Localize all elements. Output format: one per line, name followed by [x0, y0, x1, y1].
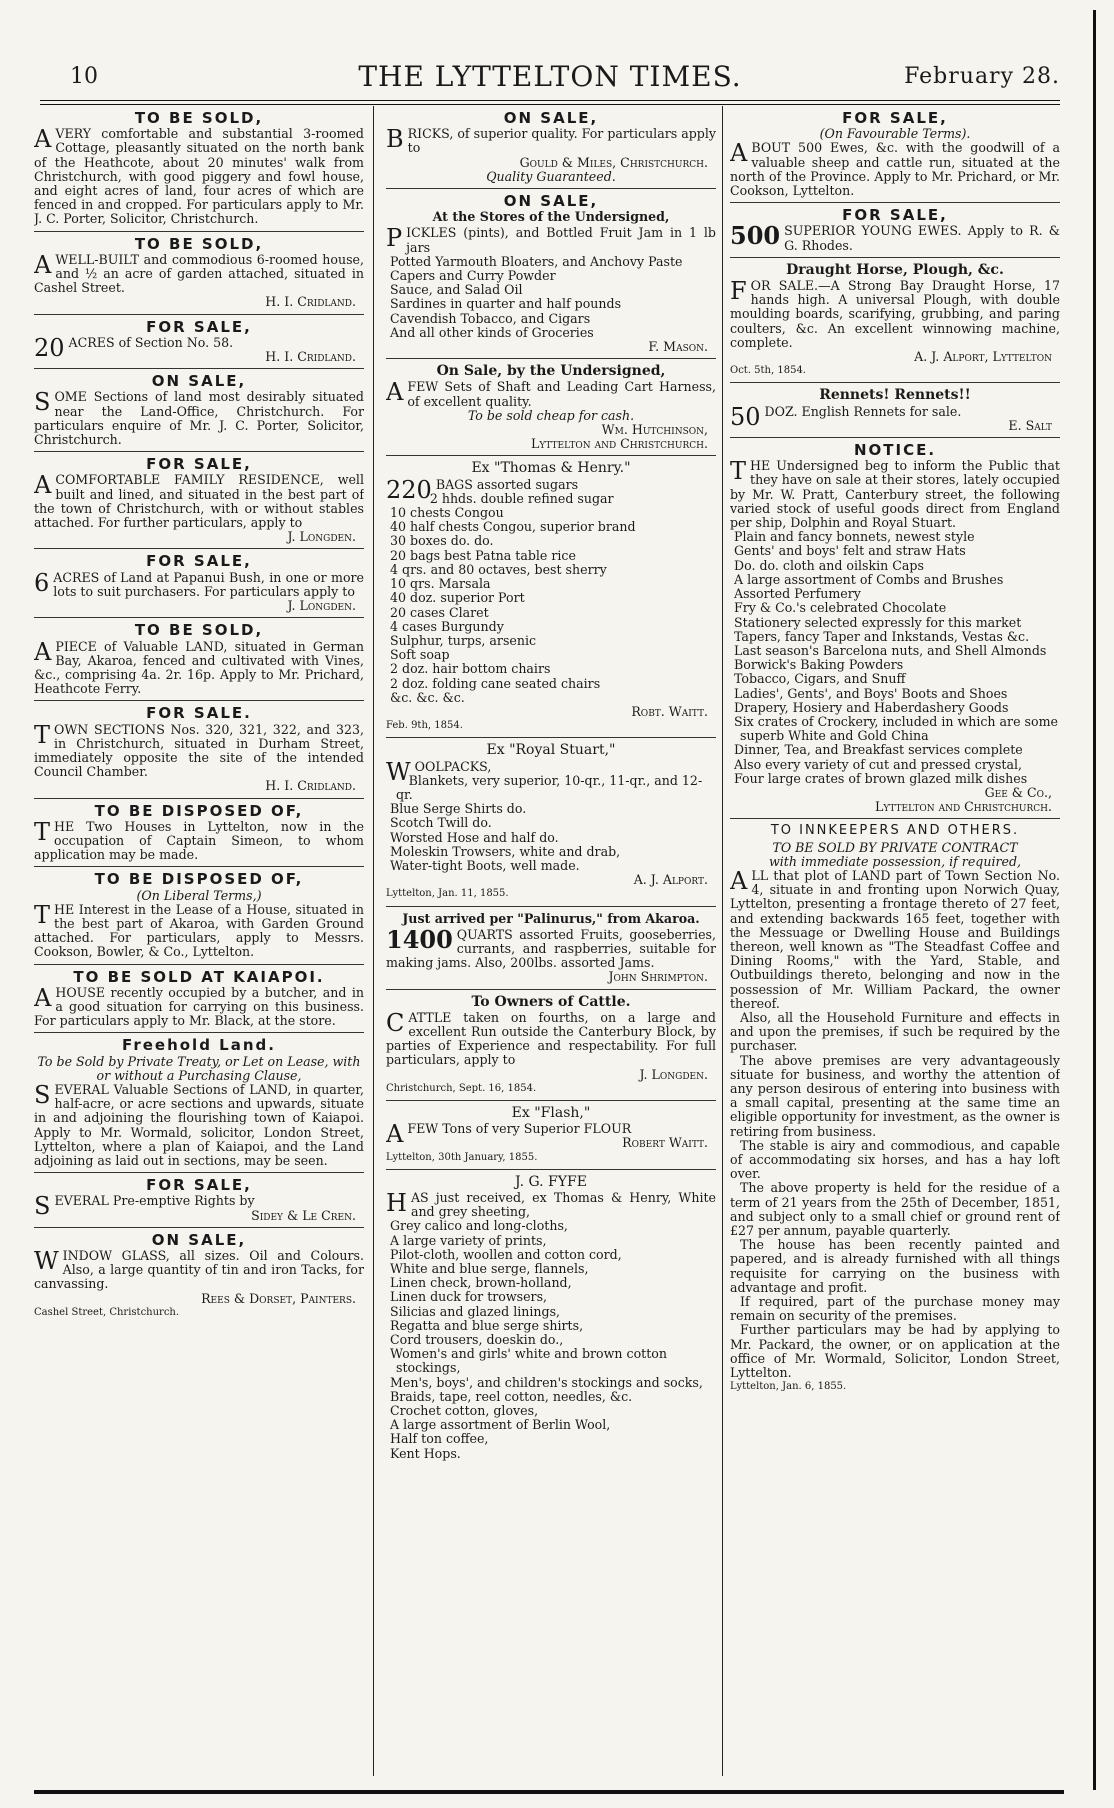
- ad-signature: Sidey & Le Cren.: [251, 1207, 356, 1223]
- ad-signature: H. I. Cridland.: [265, 778, 356, 794]
- column-3: [730, 106, 1060, 1776]
- list-item: 40 half chests Congou, superior brand: [390, 519, 636, 535]
- drop-cap: A: [386, 1120, 404, 1149]
- list-item: Sardines in quarter and half pounds: [390, 296, 622, 312]
- ad-harness: [386, 359, 716, 456]
- ad-subtitle-terms: with immediate possession, if required,: [768, 853, 1022, 869]
- drop-cap: T: [34, 720, 51, 749]
- ad-signature: J. Longden.: [287, 598, 356, 614]
- ad-paragraph: [34, 127, 364, 226]
- list-item: A large variety of prints,: [390, 1232, 547, 1248]
- ad-innkeepers: [730, 819, 1060, 1398]
- ad-body: OOLPACKS,: [414, 758, 492, 774]
- paragraph-text: Also, all the Household Furniture and effects in and upon the premises, if such be required by the purchaser.: [730, 1009, 1060, 1054]
- item-list: [386, 774, 716, 873]
- list-item: Ladies', Gents', and Boys' Boots and Shoes: [734, 685, 1008, 701]
- advertisement: [34, 106, 364, 232]
- list-item: Plain and fancy bonnets, newest style: [734, 529, 975, 545]
- ad-heading: Freehold Land.: [122, 1036, 276, 1055]
- ad-cattle: [386, 990, 716, 1101]
- list-item: Sauce, and Salad Oil: [390, 282, 523, 298]
- ad-subtitle: (On Favourable Terms).: [819, 126, 971, 142]
- ad-paragraph: [34, 720, 364, 780]
- ad-tagline: To be sold cheap for cash.: [467, 407, 635, 423]
- newspaper-title: THE LYTTELTON TIMES.: [358, 60, 742, 93]
- ad-heading: TO INNKEEPERS AND OTHERS.: [770, 823, 1020, 839]
- ad-fruits: [386, 907, 716, 990]
- ad-signature: F. Mason.: [648, 339, 708, 355]
- drop-cap: S: [34, 388, 51, 417]
- drop-cap: A: [34, 471, 52, 500]
- ad-body: HE Undersigned beg to inform the Public that they have on sale at their stores, lately occupied by Mr. W. Pratt, Canterbury street, the following varied stock of useful goods direct from England per ship, Dolphin and Royal Stuart.: [730, 458, 1060, 531]
- ad-signature: John Shrimpton.: [608, 969, 708, 985]
- list-item: Four large crates of brown glazed milk dishes: [734, 770, 1028, 786]
- ad-paragraph: [34, 250, 364, 296]
- ad-body: COMFORTABLE FAMILY RESIDENCE, well built and lined, and situated in the best part of the town of Christchurch, with or without stables attached. For further particulars, apply to: [34, 472, 364, 531]
- list-item: Men's, boys', and children's stockings and socks,: [390, 1374, 703, 1390]
- drop-cap: 500: [730, 221, 781, 251]
- advertisement: [34, 618, 364, 701]
- drop-cap: A: [34, 125, 52, 154]
- ad-heading: TO BE SOLD,: [134, 621, 264, 640]
- drop-cap: 220: [386, 475, 432, 504]
- ad-heading: ON SALE,: [503, 109, 599, 127]
- ad-heading: TO BE SOLD,: [134, 234, 264, 253]
- ad-signature: Robert Waitt.: [622, 1135, 708, 1151]
- ad-heading: FOR SALE,: [146, 1176, 252, 1195]
- item-list: [730, 530, 1060, 786]
- list-item: Pilot-cloth, woollen and cotton cord,: [390, 1246, 622, 1262]
- ad-heading: To Owners of Cattle.: [471, 993, 631, 1010]
- list-item: Regatta and blue serge shirts,: [390, 1317, 584, 1333]
- ad-signature: Gould & Miles, Christchurch.: [519, 154, 708, 170]
- advertisement: [34, 1173, 364, 1228]
- ad-dateline: Lyttelton, Jan. 11, 1855.: [386, 888, 509, 900]
- list-item: Stationery selected expressly for this market: [734, 614, 1022, 630]
- ad-body: HE Two Houses in Lyttelton, now in the occupation of Captain Simeon, to whom application may be made.: [34, 818, 364, 863]
- ad-heading: ON SALE,: [151, 372, 247, 391]
- column-rule: [722, 106, 723, 1776]
- list-item: Assorted Perfumery: [734, 586, 861, 602]
- list-item: Kent Hops.: [390, 1445, 461, 1461]
- ad-paragraph: [34, 983, 364, 1029]
- ad-body: ATTLE taken on fourths, on a large and excellent Run outside the Canterbury Block, by parties of Experience and respectability. For full particulars, apply to: [386, 1009, 716, 1068]
- drop-cap: 6: [34, 568, 50, 597]
- list-item: &c. &c. &c.: [390, 689, 465, 705]
- list-item: A large assortment of Combs and Brushes: [734, 571, 1004, 587]
- list-item: Worsted Hose and half do.: [390, 829, 559, 845]
- list-item: Also every variety of cut and pressed crystal,: [734, 756, 1023, 772]
- ad-dateline: Lyttelton, Jan. 6, 1855.: [730, 1381, 847, 1393]
- ad-paragraph: [730, 1323, 1060, 1380]
- ad-subtitle: TO BE SOLD BY PRIVATE CONTRACT: [772, 839, 1018, 855]
- list-item: 10 chests Congou: [390, 505, 504, 521]
- header-rule: [40, 100, 1060, 105]
- advertisement: [34, 1033, 364, 1173]
- drop-cap: A: [386, 378, 404, 407]
- page-edge-rule: [1093, 10, 1096, 1790]
- drop-cap: A: [34, 637, 52, 666]
- list-item: Blue Serge Shirts do.: [390, 801, 527, 817]
- ad-bricks: [386, 106, 716, 189]
- list-item: White and blue serge, flannels,: [390, 1261, 589, 1277]
- list-item: 2 doz. folding cane seated chairs: [390, 675, 601, 691]
- list-item: Tobacco, Cigars, and Snuff: [734, 671, 906, 687]
- ad-body: ICKLES (pints), and Bottled Fruit Jam in 1 lb jars: [406, 225, 716, 255]
- paragraph-text: If required, part of the purchase money may remain on security of the premises.: [730, 1294, 1060, 1324]
- ad-heading: Just arrived per "Palinurus," from Akaroa.: [402, 910, 700, 926]
- list-item: A large assortment of Berlin Wool,: [390, 1417, 611, 1433]
- drop-cap: P: [386, 224, 403, 253]
- list-item: Borwick's Baking Powders: [734, 657, 904, 673]
- ad-paragraph: [34, 473, 364, 530]
- drop-cap: B: [386, 125, 404, 154]
- ad-paragraph: [34, 817, 364, 863]
- list-item: Last season's Barcelona nuts, and Shell Almonds: [734, 642, 1047, 658]
- item-list: [386, 255, 716, 340]
- column-2: [386, 106, 716, 1776]
- advertisement: [34, 452, 364, 549]
- paragraph-text: The above premises are very advantageously situate for business, and worthy the attention of any person desirous of entering into business with a small capital, presenting at the same time an eligible opportunity for investment, as the owner is retiring from business.: [730, 1052, 1060, 1139]
- drop-cap: A: [730, 866, 748, 895]
- ad-heading: FOR SALE,: [146, 455, 252, 474]
- ad-paragraph: [34, 637, 364, 697]
- ad-body: PIECE of Valuable LAND, situated in German Bay, Akaroa, fenced and cultivated with Vines, &c., comprising 4a. 2r. 16p. Apply to Mr. Prichard, Heathcote Ferry.: [34, 638, 364, 697]
- ad-heading: FOR SALE,: [146, 552, 252, 571]
- list-item: 4 cases Burgundy: [390, 618, 504, 634]
- ad-heading: TO BE SOLD AT KAIAPOI.: [73, 967, 325, 986]
- issue-date: February 28.: [904, 64, 1060, 89]
- column-rule: [373, 106, 374, 1776]
- list-item: Women's and girls' white and brown cotton stockings,: [390, 1346, 667, 1376]
- ad-paragraph: [730, 1011, 1060, 1054]
- list-item: Braids, tape, reel cotton, needles, &c.: [390, 1388, 633, 1404]
- ad-paragraph: [730, 866, 1060, 1011]
- list-item: Drapery, Hosiery and Haberdashery Goods: [734, 699, 1009, 715]
- ad-paragraph: [730, 1139, 1060, 1182]
- drop-cap: F: [730, 277, 747, 306]
- ad-heading: ON SALE,: [151, 1230, 247, 1249]
- advertisement: [34, 315, 364, 370]
- ad-dateline: Christchurch, Sept. 16, 1854.: [386, 1082, 537, 1094]
- paragraph-text: The house has been recently painted and papered, and is already furnished with all things requisite for carrying on the business with advantage and profit.: [730, 1237, 1060, 1295]
- ad-signature: E. Salt: [1008, 417, 1052, 433]
- advertisement: [34, 965, 364, 1034]
- list-item: Grey calico and long-cloths,: [390, 1218, 568, 1234]
- drop-cap: 50: [730, 402, 761, 431]
- list-item: 20 cases Claret: [390, 604, 489, 620]
- ad-signature-place: Lyttelton and Christchurch.: [875, 799, 1052, 815]
- ad-signature: Wm. Hutchinson,: [601, 422, 708, 438]
- ad-body: WELL-BUILT and commodious 6-roomed house, and ½ an acre of garden attached, situated in Cashel Street.: [34, 251, 364, 296]
- list-item: 10 qrs. Marsala: [390, 576, 491, 592]
- list-item: And all other kinds of Groceries: [390, 324, 594, 340]
- list-item: Six crates of Crockery, included in which are some superb White and Gold China: [734, 713, 1058, 744]
- ad-paragraph: [34, 1080, 364, 1168]
- advertisement: [34, 549, 364, 618]
- drop-cap: H: [386, 1189, 407, 1218]
- list-item: 30 boxes do. do.: [390, 533, 494, 549]
- ad-body: HE Interest in the Lease of a House, situated in the best part of Akaroa, with Garden Ground attached. For particulars, apply to Messrs. Cookson, Bowler, & Co., Lyttelton.: [34, 901, 364, 960]
- ad-paragraph: [730, 1054, 1060, 1139]
- ad-paragraph: [34, 390, 364, 447]
- ad-signature: J. Longden.: [639, 1066, 708, 1082]
- ad-subtitle: (On Liberal Terms,): [136, 887, 262, 903]
- list-item: Crochet cotton, gloves,: [390, 1403, 539, 1419]
- advertisement: [34, 1228, 364, 1324]
- advertisement: [34, 799, 364, 868]
- paragraph-text: LL that plot of LAND part of Town Section No. 4, situate in and fronting upon Norwich Quay, Lyttelton, presenting a frontage thereto of 27 feet, and extending backwards 165 feet, together with the Messuage or Dwelling House and Buildings thereon, well known as "The Steadfast Coffee and Dining Rooms," with the Yard, Stable, and Outbuildings thereto, belonging and now in the possession of Mr. William Packard, the owner thereof.: [730, 867, 1060, 1011]
- list-item: Half ton coffee,: [390, 1431, 489, 1447]
- ad-paragraph: [34, 1249, 364, 1292]
- list-item: Gents' and boys' felt and straw Hats: [734, 543, 966, 559]
- list-item: 4 qrs. and 80 octaves, best sherry: [390, 561, 607, 577]
- ad-dateline: Oct. 5th, 1854.: [730, 365, 806, 377]
- ad-signature: A. J. Alport.: [633, 872, 708, 888]
- ad-body: DOZ. English Rennets for sale.: [764, 403, 962, 419]
- ad-heading: TO BE DISPOSED OF,: [94, 801, 304, 820]
- ad-paragraph: [34, 568, 364, 599]
- ad-heading: Ex "Thomas & Henry.": [471, 460, 631, 477]
- ad-body: FEW Tons of very Superior FLOUR: [407, 1121, 632, 1137]
- paragraph-text: The above property is held for the residue of a term of 21 years from the 25th of December, 1851, and subject only to a small chief or ground rent of £27 per annum, payable quarterly.: [730, 1180, 1060, 1239]
- list-item: 2 hhds. double refined sugar: [429, 490, 614, 506]
- drop-cap: A: [730, 139, 748, 168]
- drop-cap: A: [34, 250, 52, 279]
- item-list: [386, 492, 716, 705]
- paragraph-text: The stable is airy and commodious, and capable of accommodating six horses, and has a hay loft over.: [730, 1137, 1060, 1182]
- column-1: [34, 106, 364, 1776]
- list-item: Scotch Twill do.: [390, 815, 492, 831]
- ad-body: QUARTS assorted Fruits, gooseberries, currants, and raspberries, suitable for making jams. Also, 200lbs. assorted Jams.: [386, 926, 716, 971]
- list-item: Fry & Co.'s celebrated Chocolate: [734, 600, 947, 616]
- advertisement: [34, 232, 364, 315]
- ad-dateline: Lyttelton, 30th January, 1855.: [386, 1151, 538, 1163]
- drop-cap: S: [34, 1192, 51, 1221]
- ad-body: INDOW GLASS, all sizes. Oil and Colours. Also, a large quantity of tin and iron Tacks, for canvassing.: [34, 1248, 364, 1292]
- ad-heading: ON SALE,: [503, 192, 599, 211]
- ad-signature: H. I. Cridland.: [265, 349, 356, 365]
- ad-body: EVERAL Valuable Sections of LAND, in quarter, half-acre, or acre sections and upwards, situate in and adjoining the flourishing town of Kaiapoi. Apply to Mr. Wormald, solicitor, London Street, Lyttelton, where a plan of Kaiapoi, and the Land adjoining as laid out in sections, may be seen.: [34, 1081, 364, 1168]
- drop-cap: W: [386, 757, 411, 786]
- drop-cap: 1400: [386, 924, 453, 954]
- list-item: Tapers, fancy Taper and Inkstands, Vestas &c.: [734, 628, 1030, 644]
- advertisement: [34, 867, 364, 964]
- advertisement: [34, 369, 364, 452]
- drop-cap: S: [34, 1080, 51, 1109]
- list-item: Linen duck for trowsers,: [390, 1289, 548, 1305]
- drop-cap: T: [730, 457, 747, 486]
- ad-signature: Robt. Waitt.: [631, 703, 708, 719]
- drop-cap: W: [34, 1247, 59, 1276]
- ad-subtitle: At the Stores of the Undersigned,: [432, 209, 670, 225]
- ad-heading: FOR SALE,: [146, 317, 252, 336]
- ad-body: OME Sections of land most desirably situated near the Land-Office, Christchurch. For particulars enquire of Mr. J. C. Porter, Solicitor, Christchurch.: [34, 389, 364, 448]
- ad-young-ewes: [730, 203, 1060, 258]
- ad-heading: NOTICE.: [853, 441, 937, 460]
- ad-heading: J. G. FYFE: [515, 1173, 587, 1190]
- drop-cap: A: [34, 983, 52, 1012]
- ad-body: FEW Sets of Shaft and Leading Cart Harness, of excellent quality.: [407, 379, 716, 409]
- drop-cap: T: [34, 900, 51, 929]
- page-number: 10: [70, 64, 98, 89]
- list-item: Soft soap: [390, 647, 450, 663]
- list-item: Linen check, brown-holland,: [390, 1275, 572, 1291]
- ad-dateline: Cashel Street, Christchurch.: [34, 1306, 180, 1318]
- ad-signature: Rees & Dorset, Painters.: [201, 1290, 356, 1306]
- ad-pickles: [386, 189, 716, 359]
- ad-paragraph: [730, 1238, 1060, 1295]
- bottom-rule: [34, 1790, 1064, 1794]
- list-item: Potted Yarmouth Bloaters, and Anchovy Paste: [390, 253, 683, 269]
- ad-heading: TO BE SOLD,: [134, 109, 264, 127]
- ad-body: ACRES of Land at Papanui Bush, in one or more lots to suit purchasers. For particulars apply to: [53, 569, 364, 599]
- ad-signature: J. Longden.: [287, 529, 356, 545]
- ad-body: OR SALE.—A Strong Bay Draught Horse, 17 hands high. A universal Plough, with double moulding boards, scarifying, grubbing, and paring coulters, &c. An excellent winnowing machine, complete.: [730, 278, 1060, 350]
- ad-heading: Ex "Royal Stuart,": [486, 742, 616, 759]
- ad-signature: H. I. Cridland.: [265, 294, 356, 310]
- list-item: Dinner, Tea, and Breakfast services complete: [734, 742, 1023, 758]
- list-item: Sulphur, turps, arsenic: [390, 632, 537, 648]
- ad-ewes: [730, 106, 1060, 203]
- ad-royal-stuart: [386, 738, 716, 906]
- ad-rennets: [730, 383, 1060, 438]
- ad-heading: FOR SALE,: [842, 109, 948, 127]
- ad-paragraph: [730, 1295, 1060, 1323]
- list-item: 2 doz. hair bottom chairs: [390, 661, 551, 677]
- list-item: Water-tight Boots, well made.: [390, 857, 580, 873]
- ad-dateline: Feb. 9th, 1854.: [386, 720, 463, 732]
- ad-body: BOUT 500 Ewes, &c. with the goodwill of a valuable sheep and cattle run, situated at the north of the Province. Apply to Mr. Prichard, or Mr. Cookson, Lyttelton.: [730, 140, 1060, 199]
- ad-fyfe: [386, 1170, 716, 1465]
- ad-flash: [386, 1101, 716, 1170]
- list-item: Cord trousers, doeskin do.,: [390, 1332, 564, 1348]
- ad-draught-horse: [730, 258, 1060, 384]
- ad-body: HOUSE recently occupied by a butcher, and in a good situation for carrying on this business. For particulars apply to Mr. Black, at the store.: [34, 984, 364, 1029]
- ad-body: AS just received, ex Thomas & Henry, White and grey sheeting,: [410, 1190, 716, 1220]
- ad-heading: FOR SALE,: [842, 206, 948, 225]
- list-item: Silicias and glazed linings,: [390, 1303, 561, 1319]
- ad-subtitle: To be Sold by Private Treaty, or Let on Lease, with or without a Purchasing Clause,: [37, 1053, 361, 1083]
- paragraph-text: Further particulars may be had by applying to Mr. Packard, the owner, or on application at the office of Mr. Wormald, Solicitor, London Street, Lyttelton.: [730, 1322, 1060, 1381]
- ad-heading: Rennets! Rennets!!: [819, 387, 971, 404]
- ad-signature: Gee & Co.,: [984, 784, 1052, 800]
- ad-tagline: Quality Guaranteed.: [486, 168, 616, 184]
- list-item: 40 doz. superior Port: [390, 590, 525, 606]
- ad-body: ACRES of Section No. 58.: [68, 334, 234, 350]
- ad-thomas-henry: [386, 456, 716, 738]
- drop-cap: C: [386, 1008, 405, 1037]
- ad-body: EVERAL Pre-emptive Rights by: [54, 1193, 255, 1209]
- ad-body: BAGS assorted sugars: [435, 476, 579, 492]
- list-item: Capers and Curry Powder: [390, 268, 556, 284]
- masthead: [40, 52, 1060, 100]
- ad-body: [730, 866, 1060, 1381]
- ad-body: OWN SECTIONS Nos. 320, 321, 322, and 323, in Christchurch, situated in Durham Street, immediately opposite the site of the intended Council Chamber.: [34, 721, 364, 780]
- advertisement: [34, 701, 364, 798]
- list-item: Do. do. cloth and oilskin Caps: [734, 557, 924, 573]
- ad-paragraph: [34, 900, 364, 960]
- item-list: [386, 1219, 716, 1460]
- ad-body: RICKS, of superior quality. For particulars apply to: [407, 126, 716, 156]
- ad-signature-place: Lyttelton and Christchurch.: [531, 436, 708, 452]
- ad-heading: Draught Horse, Plough, &c.: [786, 261, 1004, 278]
- drop-cap: 20: [34, 333, 65, 362]
- ad-body: VERY comfortable and substantial 3-roomed Cottage, pleasantly situated on the north bank of the Heathcote, about 20 minutes' walk from Christchurch, with good piggery and fowl house, and eight acres of land, four acres of which are fenced in and cropped. For particulars apply to Mr. J. C. Porter, Solicitor, Christchurch.: [34, 126, 364, 227]
- ad-heading: TO BE DISPOSED OF,: [94, 870, 304, 889]
- ad-signature: A. J. Alport, Lyttelton: [914, 349, 1052, 365]
- list-item: 20 bags best Patna table rice: [390, 547, 576, 563]
- drop-cap: T: [34, 817, 51, 846]
- ad-paragraph: [730, 1181, 1060, 1238]
- list-item: Cavendish Tobacco, and Cigars: [390, 310, 591, 326]
- list-item: Blankets, very superior, 10-qr., 11-qr., and 12-qr.: [396, 772, 703, 802]
- ad-heading: On Sale, by the Undersigned,: [436, 363, 666, 380]
- ad-notice: [730, 438, 1060, 819]
- ad-body: SUPERIOR YOUNG EWES. Apply to R. & G. Rhodes.: [784, 223, 1060, 253]
- ad-heading: Ex "Flash,": [511, 1105, 591, 1121]
- ad-heading: FOR SALE.: [146, 704, 252, 723]
- list-item: Moleskin Trowsers, white and drab,: [390, 843, 621, 859]
